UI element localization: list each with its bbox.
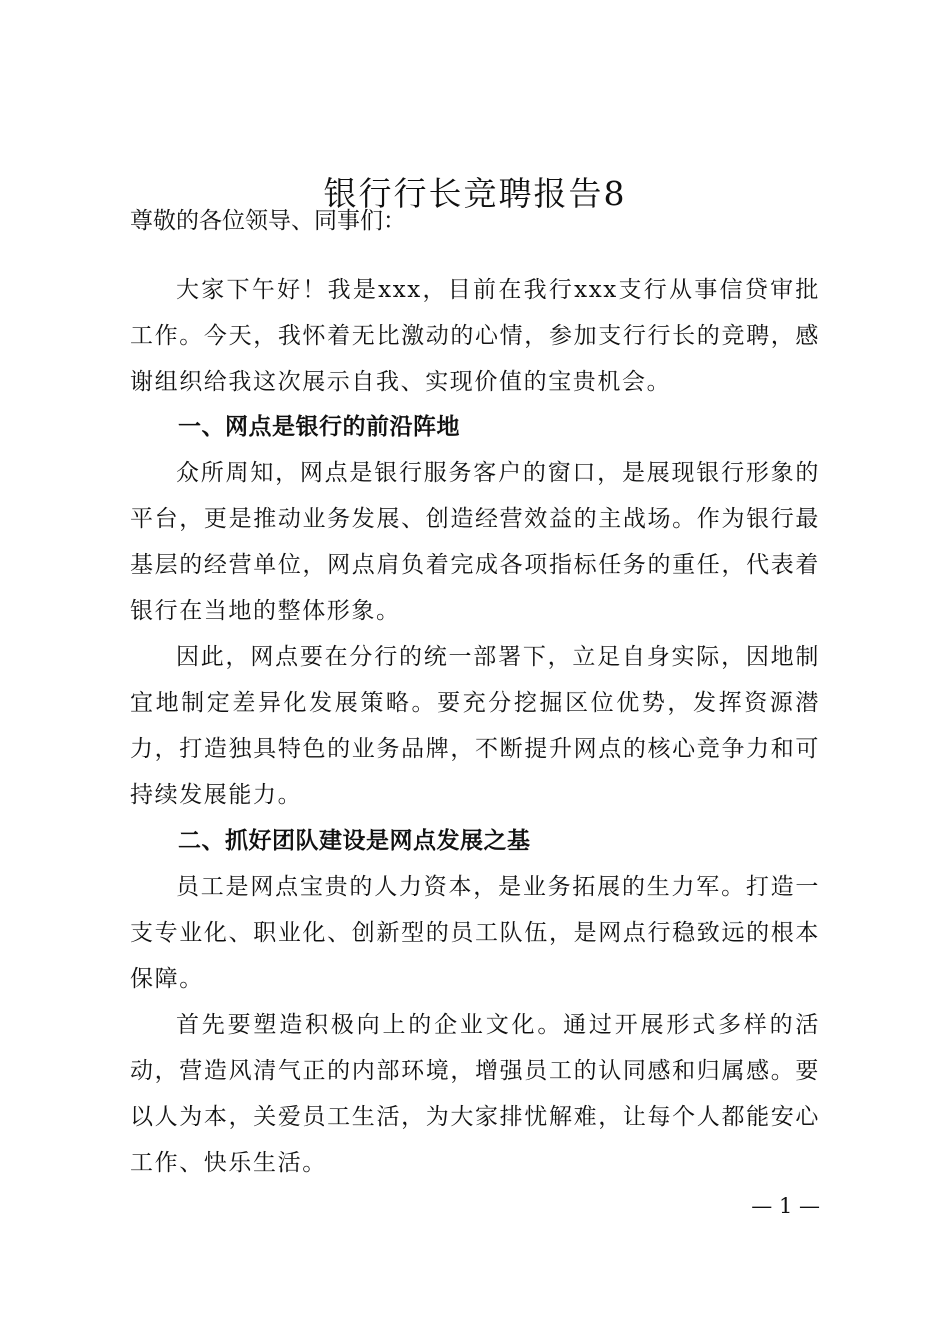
salutation: 尊敬的各位领导、同事们：	[130, 208, 406, 234]
page-number: — 1 —	[751, 1194, 820, 1218]
paragraph-section1-2: 因此，网点要在分行的统一部署下，立足自身实际，因地制宜地制定差异化发展策略。要充分挖掘区位优势，发挥资源潜力，打造独具特色的业务品牌，不断提升网点的核心竞争力和可持续发展能力。	[130, 644, 820, 808]
document-title: 银行行长竞聘报告8	[323, 174, 627, 213]
paragraph-intro: 大家下午好！我是xxx，目前在我行xxx支行从事信贷审批工作。今天，我怀着无比激动的心情，参加支行行长的竞聘，感谢组织给我这次展示自我、实现价值的宝贵机会。	[130, 277, 820, 395]
paragraph-section2-2: 首先要塑造积极向上的企业文化。通过开展形式多样的活动，营造风清气正的内部环境，增强员工的认同感和归属感。要以人为本，关爱员工生活，为大家排忧解难，让每个人都能安心工作、快乐生活。	[130, 1012, 820, 1176]
paragraph-section1-1: 众所周知，网点是银行服务客户的窗口，是展现银行形象的平台，更是推动业务发展、创造经营效益的主战场。作为银行最基层的经营单位，网点肩负着完成各项指标任务的重任，代表着银行在当地的整体形象。	[130, 460, 820, 624]
section-heading-2: 二、抓好团队建设是网点发展之基	[178, 828, 531, 854]
section-heading-1: 一、网点是银行的前沿阵地	[178, 414, 460, 440]
paragraph-section2-1: 员工是网点宝贵的人力资本，是业务拓展的生力军。打造一支专业化、职业化、创新型的员工队伍，是网点行稳致远的根本保障。	[130, 874, 820, 992]
